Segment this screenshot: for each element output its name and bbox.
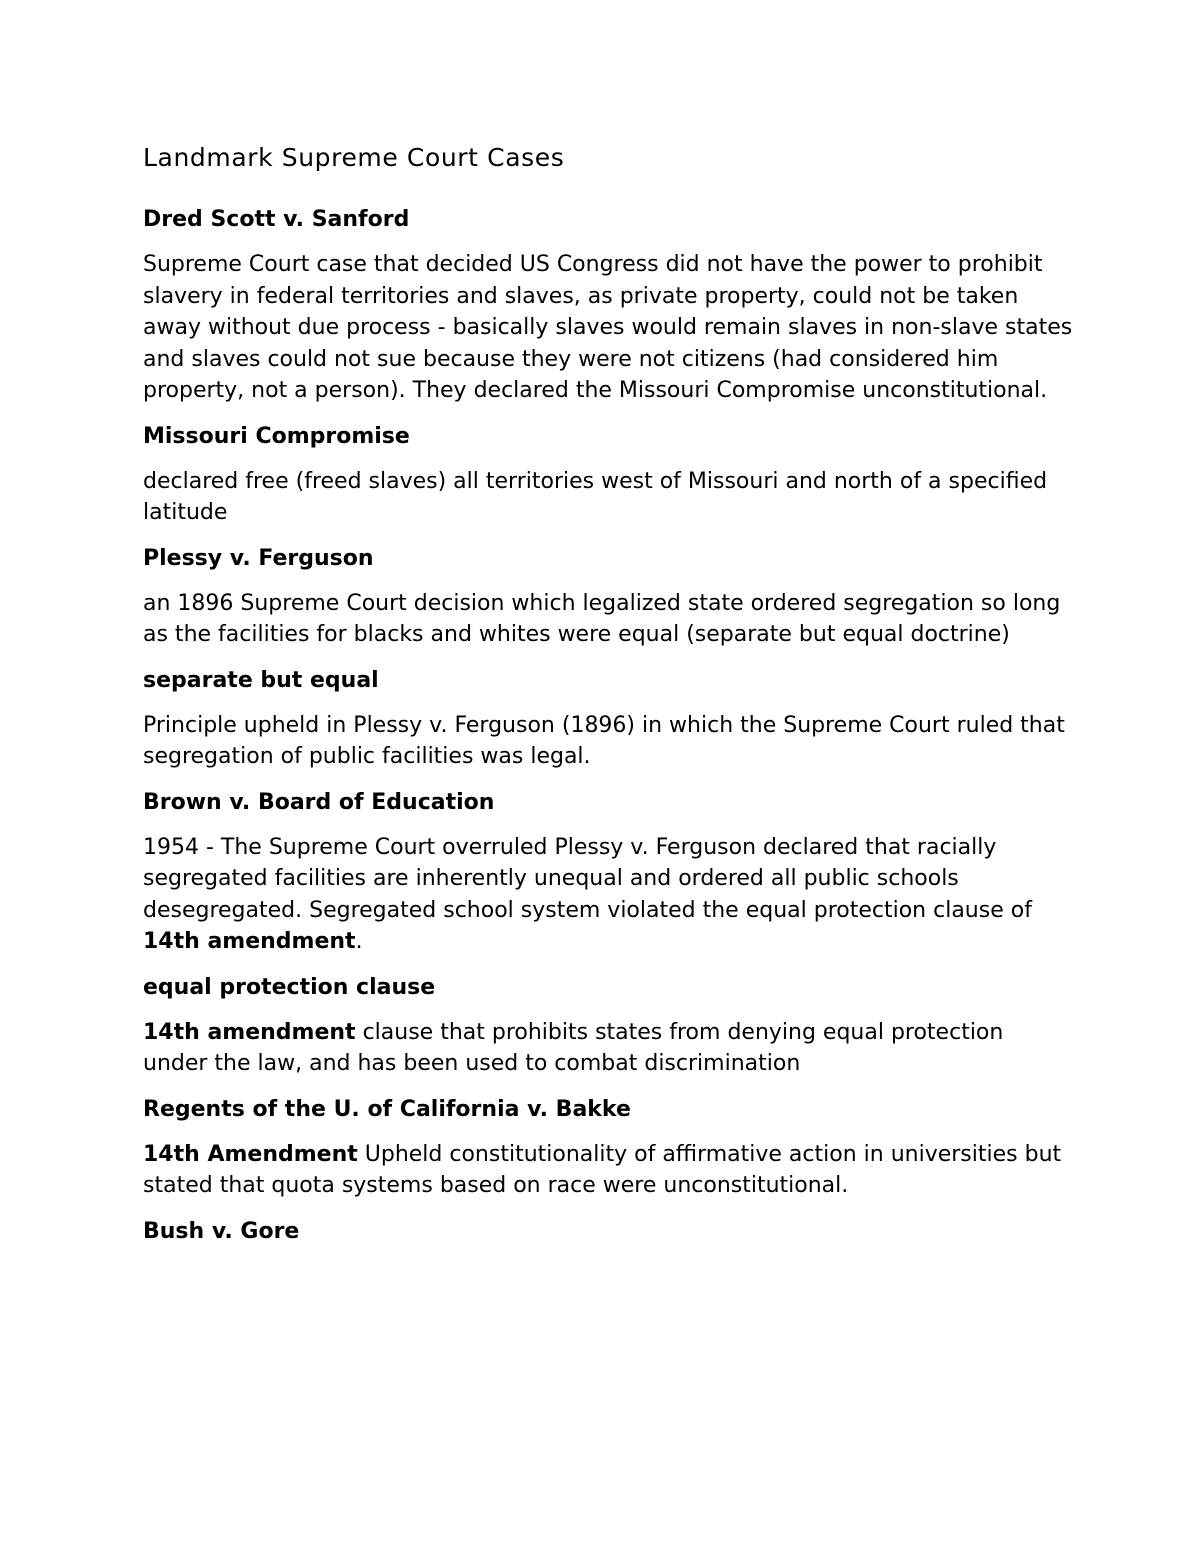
term-definition <box>143 832 1073 958</box>
definition-text: 1954 - The Supreme Court overruled Plessy v. Ferguson declared that racially segregated facilities are inherently unequal and ordered all public schools desegregated. Segregated school system violated the equal protection clause of <box>143 834 1032 923</box>
term-definition: Principle upheld in Plessy v. Ferguson (1896) in which the Supreme Court ruled that segregation of public facilities was legal. <box>143 712 1065 769</box>
term-heading: Brown v. Board of Education <box>143 789 495 815</box>
term-definition <box>143 1017 1073 1080</box>
term-definition: an 1896 Supreme Court decision which legalized state ordered segregation so long as the facilities for blacks and whites were equal (separate but equal doctrine) <box>143 590 1061 647</box>
term-definition: Supreme Court case that decided US Congress did not have the power to prohibit slavery in federal territories and slaves, as private property, could not be taken away without due process - basically slaves would remain slaves in non-slave states and slaves could not sue because they were not citizens (had considered him property, not a person). They declared the Missouri Compromise unconstitutional. <box>143 252 1073 403</box>
term-heading: Plessy v. Ferguson <box>143 545 374 571</box>
term-list <box>143 204 1073 1248</box>
term-definition: declared free (freed slaves) all territories west of Missouri and north of a specified latitude <box>143 468 1048 525</box>
term-heading: Dred Scott v. Sanford <box>143 207 410 232</box>
document-title: Landmark Supreme Court Cases <box>143 143 565 172</box>
definition-emphasis: 14th Amendment <box>143 1141 358 1167</box>
definition-text: clause that prohibits states from denying equal protection under the law, and has been used to combat discrimination <box>143 1019 1004 1076</box>
term-heading: Regents of the U. of California v. Bakke <box>143 1096 631 1122</box>
document-page <box>143 142 1073 1248</box>
definition-text-end: . <box>355 929 363 954</box>
term-heading: Bush v. Gore <box>143 1218 300 1244</box>
definition-text: Upheld constitutionality of affirmative action in universities but stated that quota systems based on race were unconstitutional. <box>143 1141 1062 1198</box>
term-heading: Missouri Compromise <box>143 423 410 449</box>
term-heading: equal protection clause <box>143 974 436 1000</box>
definition-emphasis: 14th amendment <box>143 1019 356 1045</box>
term-definition <box>143 1139 1073 1202</box>
definition-emphasis: 14th amendment <box>143 929 356 954</box>
term-heading: separate but equal <box>143 667 379 693</box>
